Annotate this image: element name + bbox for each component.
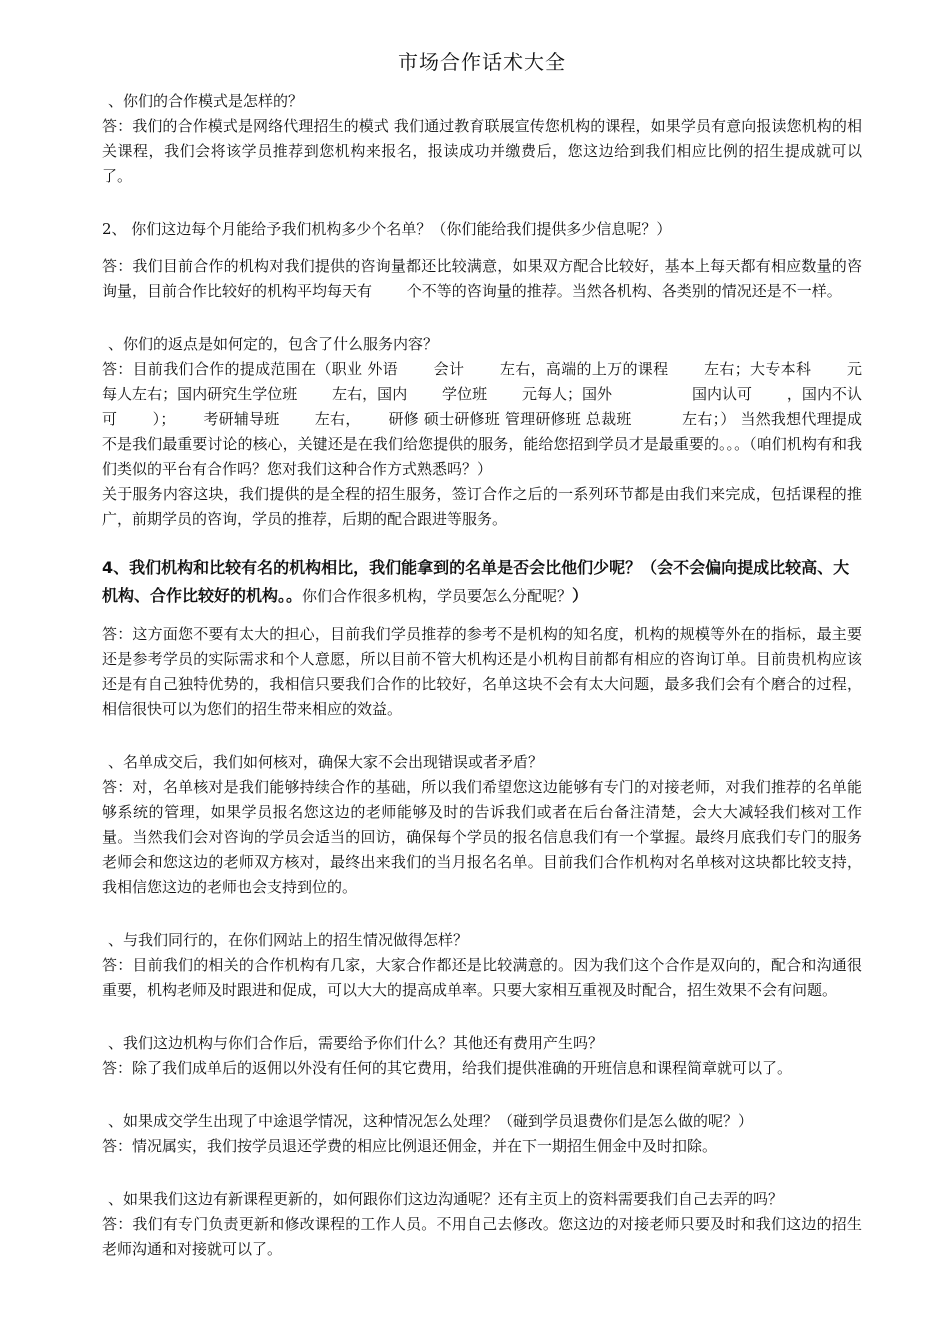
question-4 <box>102 554 862 610</box>
answer-2: 答：我们目前合作的机构对我们提供的咨询量都还比较满意，如果双方配合比较好，基本上每天都有相应数量的咨询量，目前合作比较好的机构平均每天有 个不等的咨询量的推荐。当然各机构、各类别的情况还是不一样。 <box>102 257 862 300</box>
answer-4: 答：这方面您不要有太大的担心，目前我们学员推荐的参考不是机构的知名度，机构的规模等外在的指标，最主要还是参考学员的实际需求和个人意愿，所以目前不管大机构还是小机构目前都有相应的咨询订单。目前贵机构应该还是有自己独特优势的，我相信只要我们合作的比较好，名单这块不会有太大问题，最多我们会有个磨合的过程，相信很快可以为您们的招生带来相应的效益。 <box>102 625 862 718</box>
answer-8: 答：情况属实，我们按学员退还学费的相应比例退还佣金，并在下一期招生佣金中及时扣除。 <box>102 1137 718 1155</box>
question-3: 、你们的返点是如何定的，包含了什么服务内容？ <box>108 335 439 353</box>
question-4-close: ） <box>572 586 589 605</box>
question-8: 、如果成交学生出现了中途退学情况，这种情况怎么处理？（碰到学员退费你们是怎么做的呢？） <box>108 1112 754 1130</box>
answer-6: 答：目前我们的相关的合作机构有几家，大家合作都还是比较满意的。因为我们这个合作是双向的，配合和沟通很重要，机构老师及时跟进和促成，可以大大的提高成单率。只要大家相互重视及时配合，招生效果不会有问题。 <box>102 956 862 999</box>
answer-7: 答：除了我们成单后的返佣以外没有任何的其它费用，给我们提供准确的开班信息和课程简章就可以了。 <box>102 1059 793 1077</box>
question-7: 、我们这边机构与你们合作后，需要给予你们什么？其他还有费用产生吗？ <box>108 1034 604 1052</box>
question-2: 2、 你们这边每个月能给予我们机构多少个名单？（你们能给我们提供多少信息呢？） <box>102 220 672 238</box>
answer-9: 答：我们有专门负责更新和修改课程的工作人员。不用自己去修改。您这边的对接老师只要及时和我们这边的招生老师沟通和对接就可以了。 <box>102 1215 862 1258</box>
document-title: 市场合作话术大全 <box>398 50 566 74</box>
answer-3-services: 关于服务内容这块，我们提供的是全程的招生服务，签订合作之后的一系列环节都是由我们来完成，包括课程的推广，前期学员的咨询，学员的推荐，后期的配合跟进等服务。 <box>102 485 862 528</box>
question-4-bold: 4、我们机构和比较有名的机构相比，我们能拿到的名单是否会比他们少呢？（会不会偏向提成比较高、大机构、合作比较好的机构。。 <box>102 558 850 605</box>
question-5: 、名单成交后，我们如何核对，确保大家不会出现错误或者矛盾？ <box>108 753 544 771</box>
document-page <box>102 0 862 1262</box>
answer-3: 答：目前我们合作的提成范围在（职业 外语 会计 左右，高端的上万的课程 左右；大专本科 元 每人左右；国内研究生学位班 左右，国内 学位班 元每人；国外 国内认可 ，国内不认可 ）； 考研辅导班 左右， 研修 硕士研修班 管理研修班 总裁班 左右；） 当然我想代理提成不是我们最重要讨论的核心，关键还是在我们给您提供的服务，能给您招到学员才是最重要的。。。（咱们机构有和我们类似的平台有合作吗？您对我们这种合作方式熟悉吗？） <box>102 360 862 478</box>
answer-5: 答：对，名单核对是我们能够持续合作的基础，所以我们希望您这边能够有专门的对接老师，对我们推荐的名单能够系统的管理，如果学员报名您这边的老师能够及时的告诉我们或者在后台备注清楚，会大大减轻我们核对工作量。当然我们会对咨询的学员会适当的回访，确保每个学员的报名信息我们有一个掌握。最终月底我们专门的服务老师会和您这边的老师双方核对，最终出来我们的当月报名名单。目前我们合作机构对名单核对这块都比较支持，我相信您这边的老师也会支持到位的。 <box>102 778 862 896</box>
question-6: 、与我们同行的，在你们网站上的招生情况做得怎样？ <box>108 931 469 949</box>
question-4-tail: 你们合作很多机构，学员要怎么分配呢？ <box>302 587 573 605</box>
question-1: 、你们的合作模式是怎样的？ <box>108 92 304 110</box>
answer-1: 答：我们的合作模式是网络代理招生的模式 我们通过教育联展宣传您机构的课程，如果学员有意向报读您机构的相关课程，我们会将该学员推荐到您机构来报名，报读成功并缴费后，您这边给到我们相应比例的招生提成就可以了。 <box>102 117 862 185</box>
question-9: 、如果我们这边有新课程更新的，如何跟你们这边沟通呢？还有主页上的资料需要我们自己去弄的吗？ <box>108 1190 784 1208</box>
